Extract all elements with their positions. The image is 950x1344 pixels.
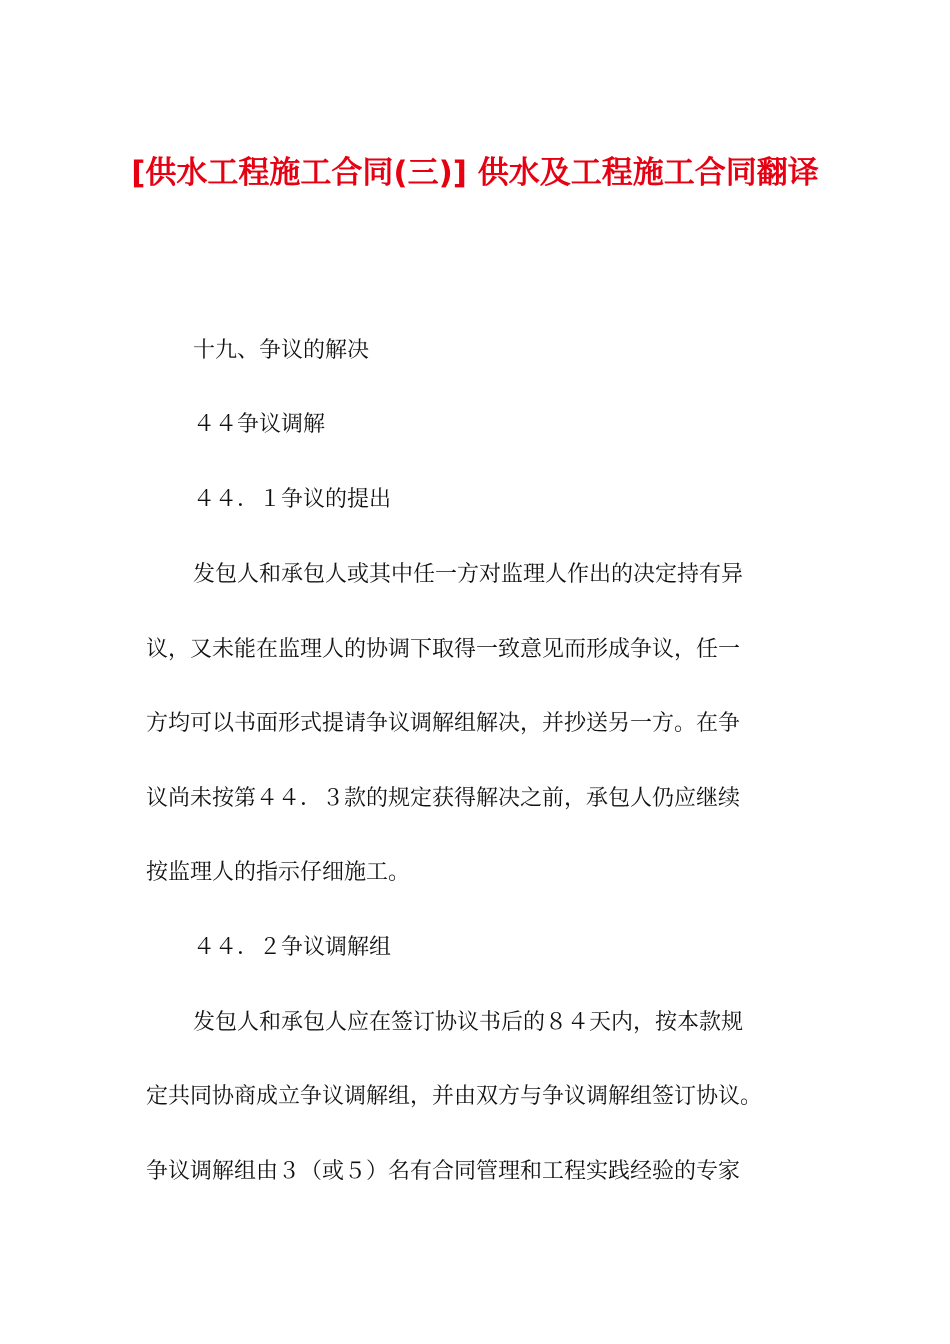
subclause-heading: ４４．１争议的提出 — [193, 487, 392, 512]
paragraph-line: 发包人和承包人或其中任一方对监理人作出的决定持有异 — [193, 562, 744, 587]
paragraph-line: 议，又未能在监理人的协调下取得一致意见而形成争议，任一 — [146, 637, 741, 662]
clause-heading: ４４争议调解 — [193, 412, 326, 437]
paragraph-line: 定共同协商成立争议调解组，并由双方与争议调解组签订协议。 — [146, 1084, 763, 1109]
paragraph-line: 发包人和承包人应在签订协议书后的８４天内，按本款规 — [193, 1010, 744, 1035]
paragraph-line: 议尚未按第４４．３款的规定获得解决之前，承包人仍应继续 — [146, 786, 741, 811]
document-title: [供水工程施工合同(三)] 供水及工程施工合同翻译 — [131, 155, 819, 191]
paragraph-line: 按监理人的指示仔细施工。 — [146, 860, 411, 885]
subclause-heading: ４４．２争议调解组 — [193, 935, 392, 960]
section-heading: 十九、争议的解决 — [193, 338, 370, 363]
paragraph-line: 方均可以书面形式提请争议调解组解决，并抄送另一方。在争 — [146, 711, 741, 736]
paragraph-line: 争议调解组由３（或５）名有合同管理和工程实践经验的专家 — [146, 1159, 741, 1184]
